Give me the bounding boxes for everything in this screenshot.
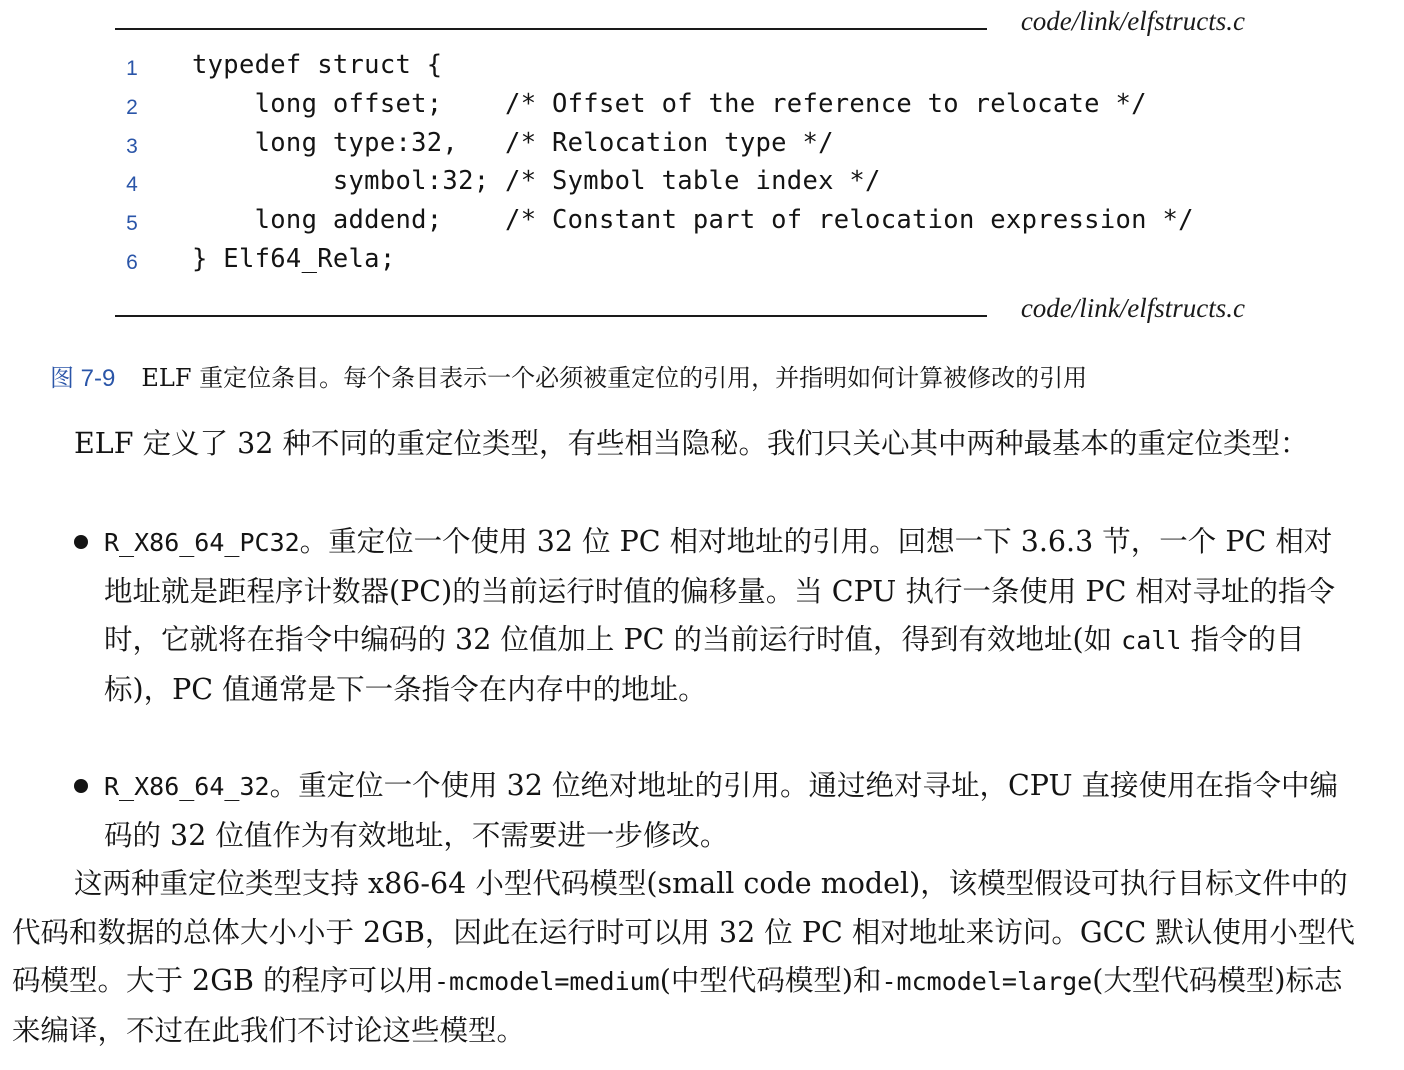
code-text: } Elf64_Rela; <box>192 243 396 274</box>
code-line <box>120 242 396 281</box>
bullet-text: 。重定位一个使用 32 位绝对地址的引用。通过绝对寻址，CPU 直接使用在指令中编码的 32 位值作为有效地址，不需要进一步修改。 <box>104 769 1339 852</box>
code-line <box>120 164 881 203</box>
figure-caption-text: ELF 重定位条目。每个条目表示一个必须被重定位的引用，并指明如何计算被修改的引用 <box>141 364 1088 392</box>
horizontal-rule <box>115 28 987 30</box>
code-header-rule <box>115 6 1245 40</box>
code-line <box>120 126 834 165</box>
code-footer-rule <box>115 293 1245 327</box>
bullet-text: 。重定位一个使用 32 位 PC 相对地址的引用。回想一下 3.6.3 节，一个 PC 相对地址就是距程序计数器(PC)的当前运行时值的偏移量。当 CPU 执行一条使用 PC 相对寻址的指令时，它就将在指令中编码的 32 位值加上 PC 的当前运行时值，得到有效地址(如 <box>104 525 1335 656</box>
paragraph-text: 这两种重定位类型支持 x86-64 小型代码模型(small code model)，该模型假设可执行目标文件中的代码和数据的总体大小小于 2GB，因此在运行时可以用 32 位 PC 相对地址来访问。GCC 默认使用小型代码模型。大于 2GB 的程序可以用 <box>12 867 1355 997</box>
line-number: 4 <box>126 173 138 197</box>
code-text: long offset; /* Offset of the reference to relocate */ <box>192 88 1147 119</box>
horizontal-rule <box>115 315 987 317</box>
paragraph-intro: ELF 定义了 32 种不同的重定位类型，有些相当隐秘。我们只关心其中两种最基本的重定位类型： <box>74 427 1309 460</box>
code-line <box>120 87 1147 126</box>
inline-code: -mcmodel=medium <box>433 967 660 996</box>
figure-label: 图 7-9 <box>50 365 116 392</box>
bullet-icon <box>74 779 88 793</box>
code-text: long type:32, /* Relocation type */ <box>192 127 834 158</box>
paragraph-text: (中型代码模型)和 <box>659 964 882 997</box>
inline-code: -mcmodel=large <box>881 967 1093 996</box>
source-file-label-bottom: code/link/elfstructs.c <box>1020 293 1245 323</box>
code-text: symbol:32; /* Symbol table index */ <box>192 166 881 197</box>
source-file-label-top: code/link/elfstructs.c <box>1020 6 1245 36</box>
line-number: 2 <box>126 95 138 119</box>
code-text: long addend; /* Constant part of relocation expression */ <box>192 205 1194 236</box>
paragraph-code-model <box>12 860 1357 1055</box>
code-line <box>120 48 443 87</box>
relocation-type-name: R_X86_64_PC32 <box>104 528 300 557</box>
line-number: 6 <box>126 250 138 274</box>
code-line <box>120 203 1194 242</box>
bullet-icon <box>74 535 88 549</box>
figure-caption <box>50 358 1087 393</box>
line-number: 1 <box>126 57 138 80</box>
line-number: 5 <box>126 212 138 236</box>
bullet-text-cont: 指令的目标)，PC 值通常是下一条指令在内存中的地址。 <box>104 623 1305 706</box>
list-item <box>104 518 1354 714</box>
inline-code: call <box>1121 626 1182 655</box>
relocation-type-name: R_X86_64_32 <box>104 772 270 801</box>
line-number: 3 <box>126 134 138 158</box>
paragraph-text: (大型代码模型)标志来编译，不过在此我们不讨论这些模型。 <box>12 964 1343 1047</box>
code-text: typedef struct { <box>192 50 443 80</box>
list-item <box>104 762 1354 860</box>
code-block <box>120 48 1194 281</box>
